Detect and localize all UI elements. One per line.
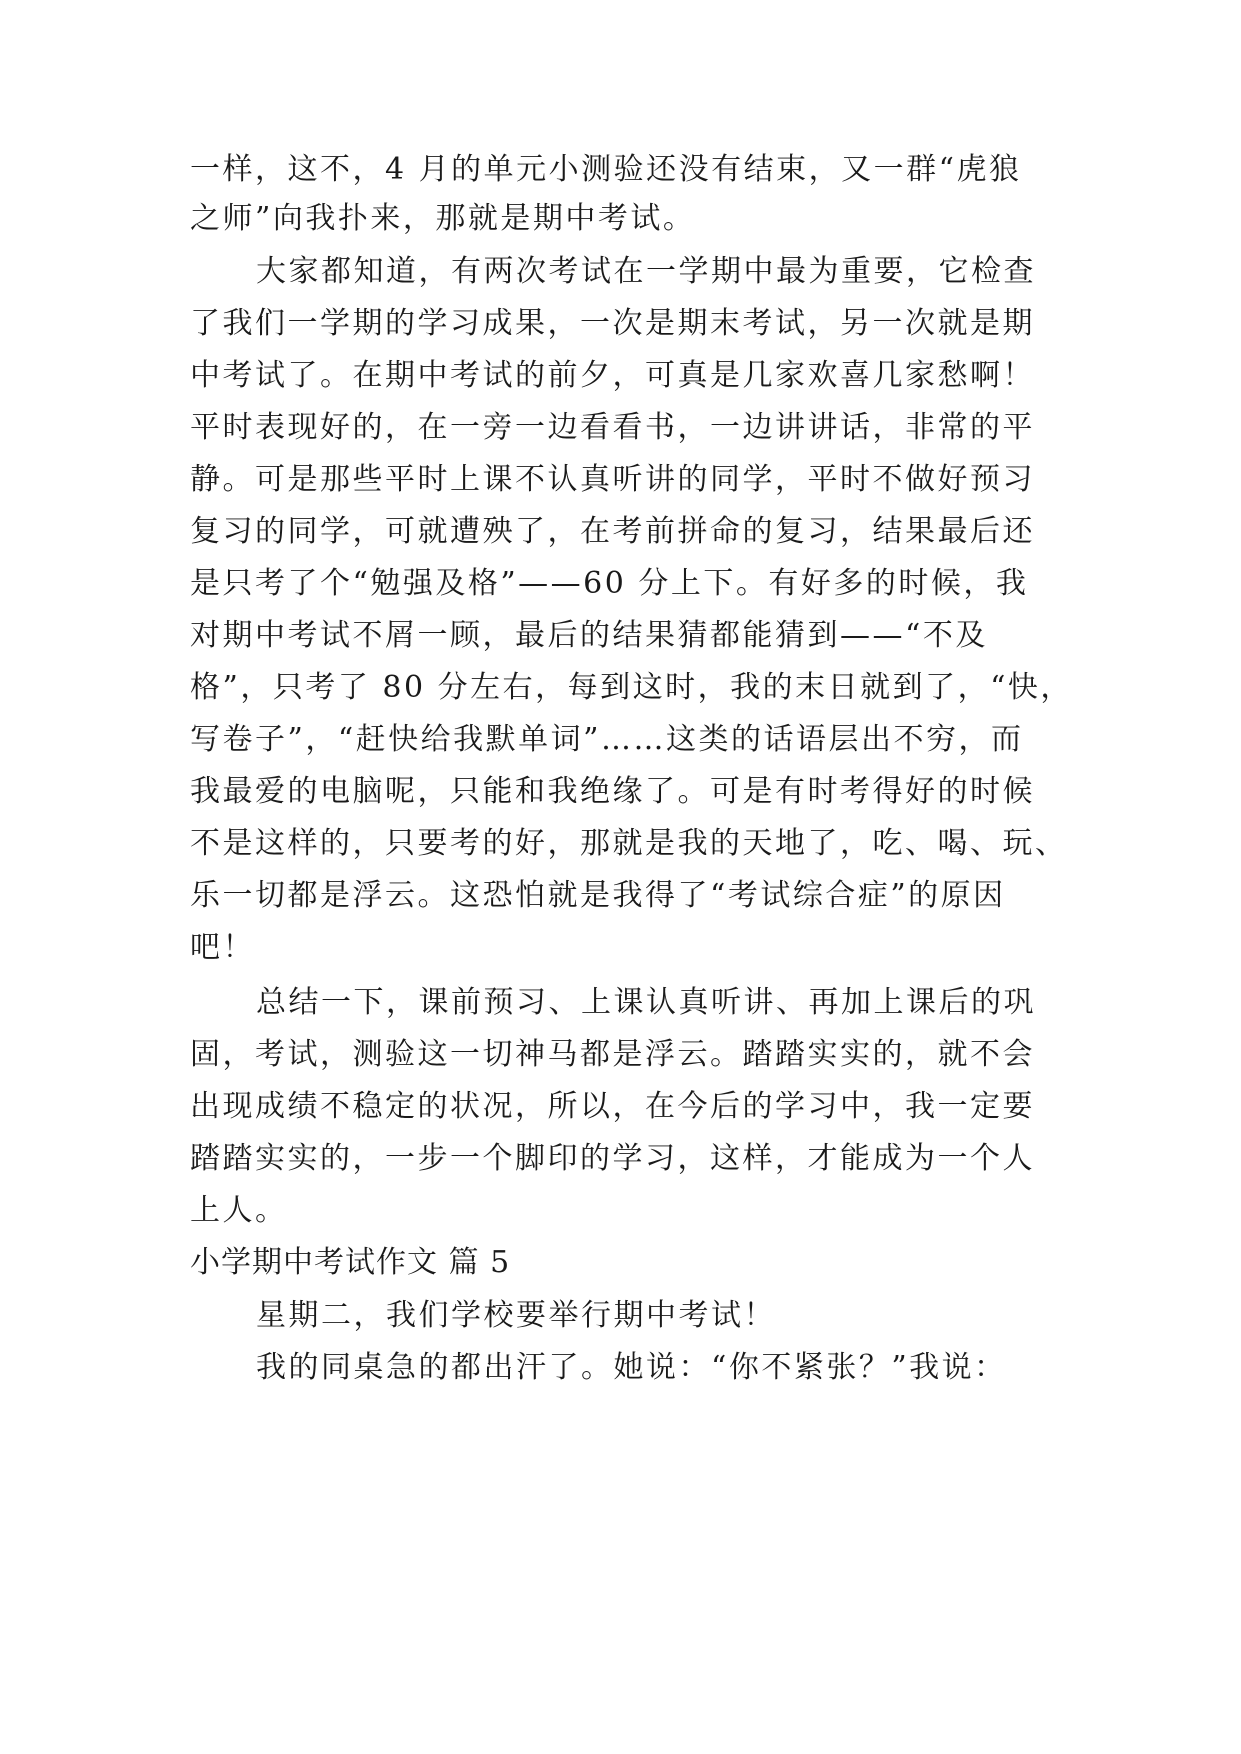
text-line: 不是这样的，只要考的好，那就是我的天地了，吃、喝、玩、 <box>190 826 1068 861</box>
text-line: 之师”向我扑来，那就是期中考试。 <box>190 201 696 236</box>
paragraph-start-line: 我的同桌急的都出汗了。她说：“你不紧张？”我说： <box>256 1350 1007 1385</box>
text-line: 一样，这不，4 月的单元小测验还没有结束，又一群“虎狼 <box>190 152 1022 187</box>
section-heading: 小学期中考试作文 篇 5 <box>190 1245 511 1280</box>
text-line: 乐一切都是浮云。这恐怕就是我得了“考试综合症”的原因 <box>190 878 1006 913</box>
paragraph-start-line: 大家都知道，有两次考试在一学期中最为重要，它检查 <box>256 254 1036 289</box>
paragraph-start-line: 总结一下，课前预习、上课认真听讲、再加上课后的巩 <box>256 985 1036 1020</box>
text-line: 平时表现好的，在一旁一边看看书，一边讲讲话，非常的平 <box>190 410 1035 445</box>
text-line: 是只考了个“勉强及格”——60 分上下。有好多的时候，我 <box>190 566 1029 601</box>
text-line: 格”，只考了 80 分左右，每到这时，我的末日就到了，“快， <box>190 670 1073 705</box>
text-line: 吧！ <box>190 930 255 965</box>
text-line: 对期中考试不屑一顾，最后的结果猜都能猜到——“不及 <box>190 618 988 653</box>
paragraph-start-line: 星期二，我们学校要举行期中考试！ <box>256 1298 776 1333</box>
text-line: 上人。 <box>190 1193 288 1228</box>
text-line: 静。可是那些平时上课不认真听讲的同学，平时不做好预习 <box>190 462 1035 497</box>
text-line: 我最爱的电脑呢，只能和我绝缘了。可是有时考得好的时候 <box>190 774 1035 809</box>
text-line: 复习的同学，可就遭殃了，在考前拼命的复习，结果最后还 <box>190 514 1035 549</box>
text-line: 固，考试，测验这一切神马都是浮云。踏踏实实的，就不会 <box>190 1037 1035 1072</box>
text-line: 中考试了。在期中考试的前夕，可真是几家欢喜几家愁啊！ <box>190 358 1035 393</box>
text-line: 出现成绩不稳定的状况，所以，在今后的学习中，我一定要 <box>190 1089 1035 1124</box>
text-line: 了我们一学期的学习成果，一次是期末考试，另一次就是期 <box>190 306 1035 341</box>
text-line: 踏踏实实的，一步一个脚印的学习，这样，才能成为一个人 <box>190 1141 1035 1176</box>
text-line: 写卷子”，“赶快给我默单词”……这类的话语层出不穷，而 <box>190 722 1024 757</box>
